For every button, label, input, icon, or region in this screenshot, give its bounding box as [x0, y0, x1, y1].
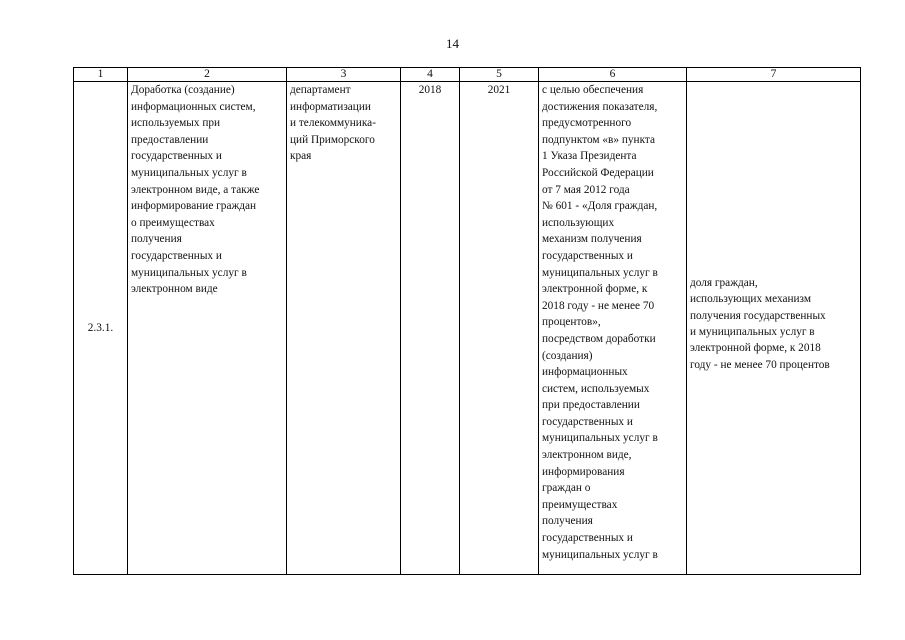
executor-line: департамент [290, 84, 351, 96]
description-line: № 601 - «Доля граждан, [542, 200, 658, 213]
indicator-line: использующих механизм [690, 293, 811, 306]
row-number-cell: 2.3.1. [74, 82, 128, 575]
description-line: преимуществах [542, 498, 618, 511]
description-line: предусмотренного [542, 117, 632, 130]
indicator-line: и муниципальных услуг в [690, 326, 815, 338]
measure-name-cell [128, 82, 287, 575]
header-cell-2: 2 [128, 68, 287, 82]
header-cell-1: 1 [74, 68, 128, 82]
description-line: государственных и [542, 532, 633, 545]
measure-name-line: Доработка (создание) [131, 84, 235, 96]
indicator-line: году - не менее 70 процентов [690, 358, 830, 371]
measure-name-line: электронном виде [131, 283, 218, 296]
description-line: подпунктом «в» пункта [542, 133, 656, 146]
description-line: процентов», [542, 316, 601, 329]
measures-table [73, 67, 861, 575]
description-cell [539, 82, 687, 575]
table-row [74, 82, 861, 575]
description-line: использующих [542, 216, 615, 229]
description-line: 2018 году - не менее 70 [542, 299, 655, 312]
measure-name-line: электронном виде, а также [131, 183, 260, 196]
description-line: 1 Указа Президента [542, 150, 637, 163]
description-line: муниципальных услуг в [542, 432, 658, 445]
indicator-cell [687, 82, 861, 575]
measure-name-line: предоставлении [131, 133, 209, 146]
description-line: электронном виде, [542, 449, 632, 462]
description-line: от 7 мая 2012 года [542, 183, 630, 196]
executor-line: края [290, 150, 312, 163]
header-cell-4: 4 [401, 68, 460, 82]
header-cell-5: 5 [460, 68, 539, 82]
description-line: информационных [542, 366, 628, 379]
start-year-cell: 2018 [401, 82, 460, 575]
end-year-cell: 2021 [460, 82, 539, 575]
measure-name-line: используемых при [131, 117, 221, 130]
description-line: механизм получения [542, 233, 642, 246]
description-line: государственных и [542, 415, 633, 428]
description-line: муниципальных услуг в [542, 266, 658, 279]
measure-name-line: муниципальных услуг в [131, 166, 247, 179]
executor-line: информатизации [290, 100, 371, 113]
indicator-line: доля граждан, [690, 276, 758, 289]
description-line: (создания) [542, 349, 593, 362]
measure-name-line: получения [131, 233, 182, 246]
description-line: достижения показателя, [542, 100, 658, 113]
description-line: Российской Федерации [542, 166, 654, 179]
description-line: получения [542, 515, 593, 528]
header-cell-6: 6 [539, 68, 687, 82]
header-cell-7: 7 [687, 68, 861, 82]
indicator-line: электронной форме, к 2018 [690, 342, 821, 355]
measure-name-line: муниципальных услуг в [131, 266, 247, 279]
measure-name-line: государственных и [131, 249, 222, 262]
description-line: информирования [542, 465, 625, 478]
header-cell-3: 3 [287, 68, 401, 82]
header-row [74, 68, 861, 82]
executor-cell [287, 82, 401, 575]
measure-name-line: информирование граждан [131, 200, 257, 213]
description-line: муниципальных услуг в [542, 548, 658, 561]
executor-line: ций Приморского [290, 133, 375, 146]
description-line: при предоставлении [542, 399, 640, 412]
description-line: посредством доработки [542, 332, 656, 345]
measure-name-line: информационных систем, [131, 100, 256, 113]
measure-name-line: государственных и [131, 150, 222, 163]
description-line: систем, используемых [542, 382, 650, 395]
description-line: государственных и [542, 249, 633, 262]
description-line: граждан о [542, 482, 591, 495]
description-line: с целью обеспечения [542, 84, 644, 96]
page-number: 14 [446, 36, 459, 51]
indicator-line: получения государственных [690, 309, 826, 322]
measure-name-line: о преимуществах [131, 216, 215, 229]
description-line: электронной форме, к [542, 283, 648, 296]
executor-line: и телекоммуника- [290, 117, 376, 130]
